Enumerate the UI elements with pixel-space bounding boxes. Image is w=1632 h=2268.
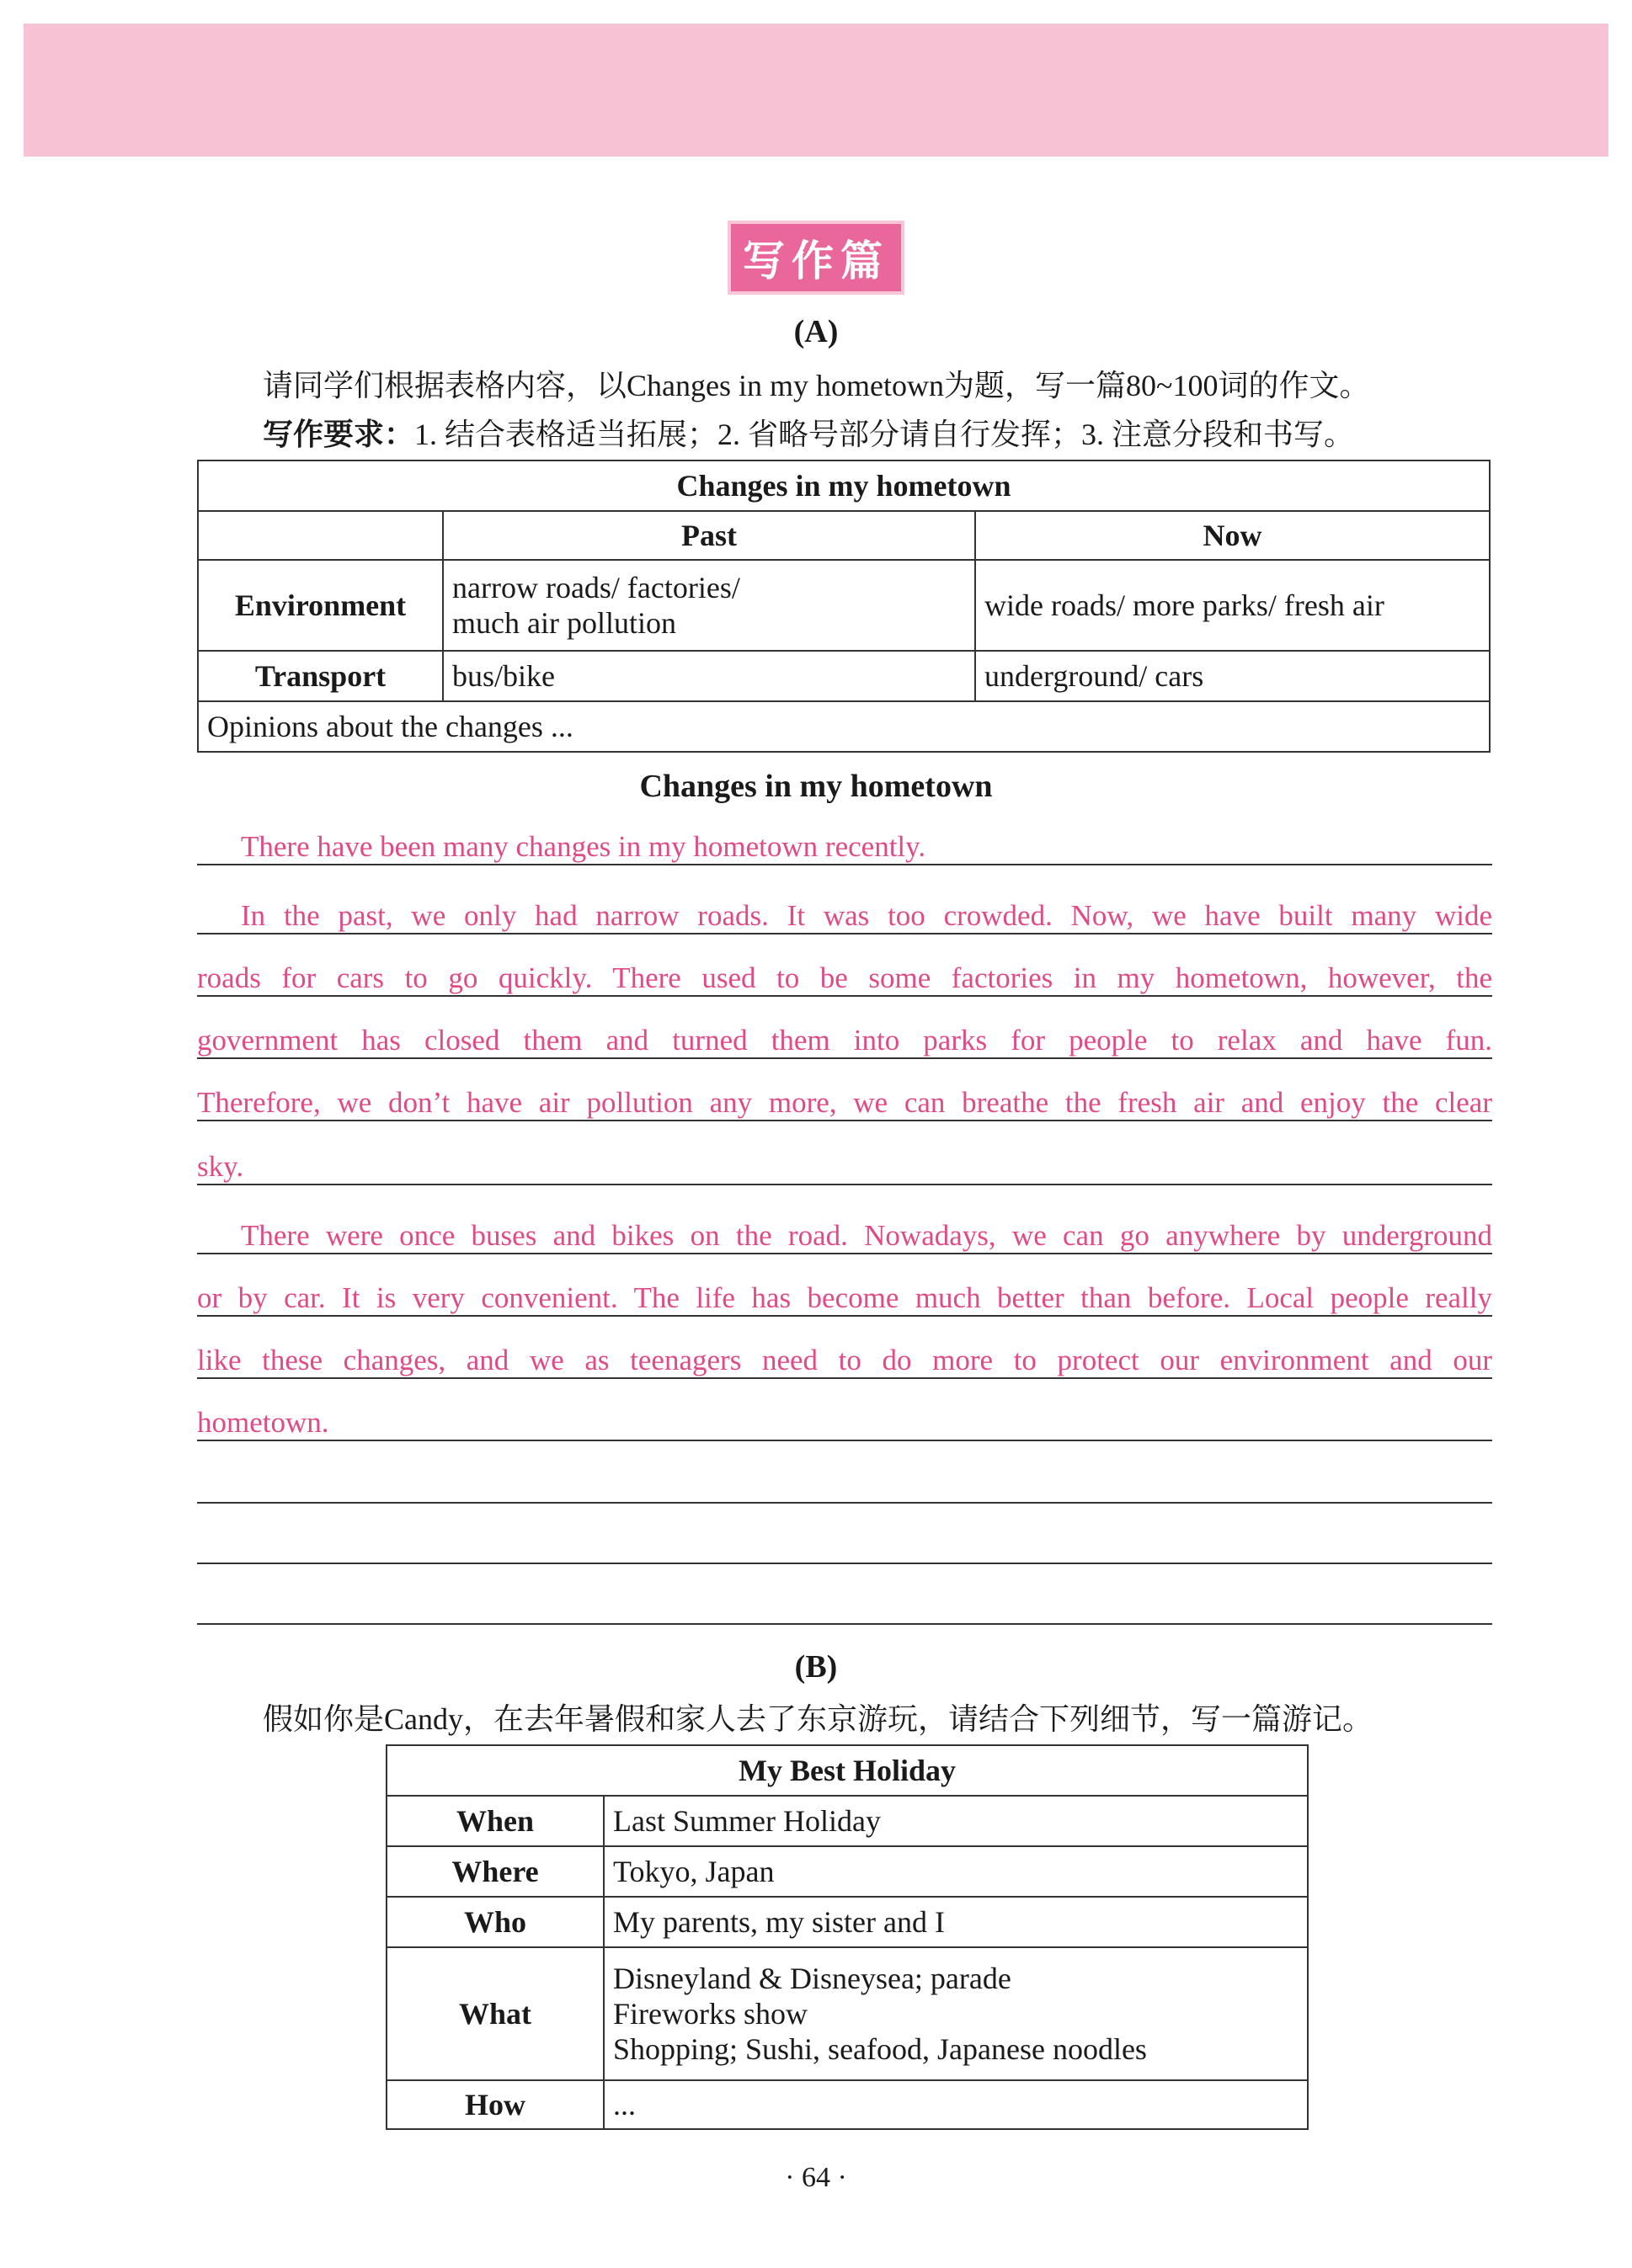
section-a-prompt: 请同学们根据表格内容，以Changes in my hometown为题，写一篇80~100词的作文。 [263,369,1370,402]
writing-line-3 [197,995,1492,997]
badge-text: 写作篇 [728,221,904,295]
page-number: · 64 · [785,2162,847,2193]
what-line2: Fireworks show [613,1997,808,2031]
how-value: ... [604,2080,1308,2129]
essay-line: hometown. [197,1406,329,1439]
essay-line: or by car. It is very convenient. The life has become much better than before. Local people really [197,1281,1492,1314]
essay-line: government has closed them and turned them into parks for people to relax and have fun. [197,1024,1492,1057]
section-a-requirements [263,411,1354,454]
environment-past-cell [443,560,975,651]
writing-line-6 [197,1184,1492,1185]
requirements-text: 1. 结合表格适当拓展；2. 省略号部分请自行发挥；3. 注意分段和书写。 [414,418,1355,451]
header-banner [24,24,1608,157]
row-transport-label: Transport [198,651,443,701]
transport-now-cell: underground/ cars [975,651,1490,701]
environment-past-line1: narrow roads/ factories/ [452,571,740,604]
changes-table-title: Changes in my hometown [198,461,1490,511]
when-value: Last Summer Holiday [604,1796,1308,1846]
when-label: When [387,1796,604,1846]
essay-line: roads for cars to go quickly. There used to be some factories in my hometown, however, the [197,961,1492,994]
requirements-label: 写作要求： [263,418,415,452]
col-now-header: Now [975,511,1490,560]
essay-line: Therefore, we don’t have air pollution any more, we can breathe the fresh air and enjoy the clear [197,1086,1492,1119]
writing-line-10 [197,1440,1492,1441]
essay-title: Changes in my hometown [639,769,993,804]
writing-line-12 [197,1563,1492,1564]
writing-line-1 [197,864,1492,865]
essay-line: There were once buses and bikes on the road. Nowadays, we can go anywhere by underground [241,1219,1492,1252]
what-line1: Disneyland & Disneysea; parade [613,1962,1011,1995]
where-value: Tokyo, Japan [604,1846,1308,1897]
changes-table [197,460,1491,753]
writing-line-5 [197,1120,1492,1121]
what-label: What [387,1947,604,2080]
essay-line: like these changes, and we as teenagers need to do more to protect our environment and our [197,1344,1492,1376]
section-b-prompt: 假如你是Candy，在去年暑假和家人去了东京游玩，请结合下列细节，写一篇游记。 [263,1702,1373,1736]
essay-line: There have been many changes in my hometown recently. [241,830,926,863]
essay-line: sky. [197,1150,244,1183]
who-value: My parents, my sister and I [604,1897,1308,1947]
what-value [604,1947,1308,2080]
where-label: Where [387,1846,604,1897]
transport-past-cell: bus/bike [443,651,975,701]
who-label: Who [387,1897,604,1947]
opinions-cell: Opinions about the changes ... [198,701,1490,752]
writing-line-11 [197,1502,1492,1504]
col-past-header: Past [443,511,975,560]
holiday-table-title: My Best Holiday [387,1745,1308,1796]
changes-table-blank-header [198,511,443,560]
row-environment-label: Environment [198,560,443,651]
essay-line: In the past, we only had narrow roads. It was too crowded. Now, we have built many wide [241,899,1492,932]
writing-line-9 [197,1377,1492,1379]
section-a-label: (A) [793,314,839,349]
environment-now-cell: wide roads/ more parks/ fresh air [975,560,1490,651]
writing-line-4 [197,1057,1492,1059]
what-line3: Shopping; Sushi, seafood, Japanese noodles [613,2032,1147,2066]
holiday-table [386,1744,1309,2130]
how-label: How [387,2080,604,2129]
environment-past-line2: much air pollution [452,606,676,640]
writing-line-2 [197,933,1492,934]
writing-line-13 [197,1623,1492,1625]
writing-line-8 [197,1315,1492,1317]
section-title-badge [0,221,1632,295]
writing-line-7 [197,1253,1492,1254]
section-b-label: (B) [794,1649,838,1685]
